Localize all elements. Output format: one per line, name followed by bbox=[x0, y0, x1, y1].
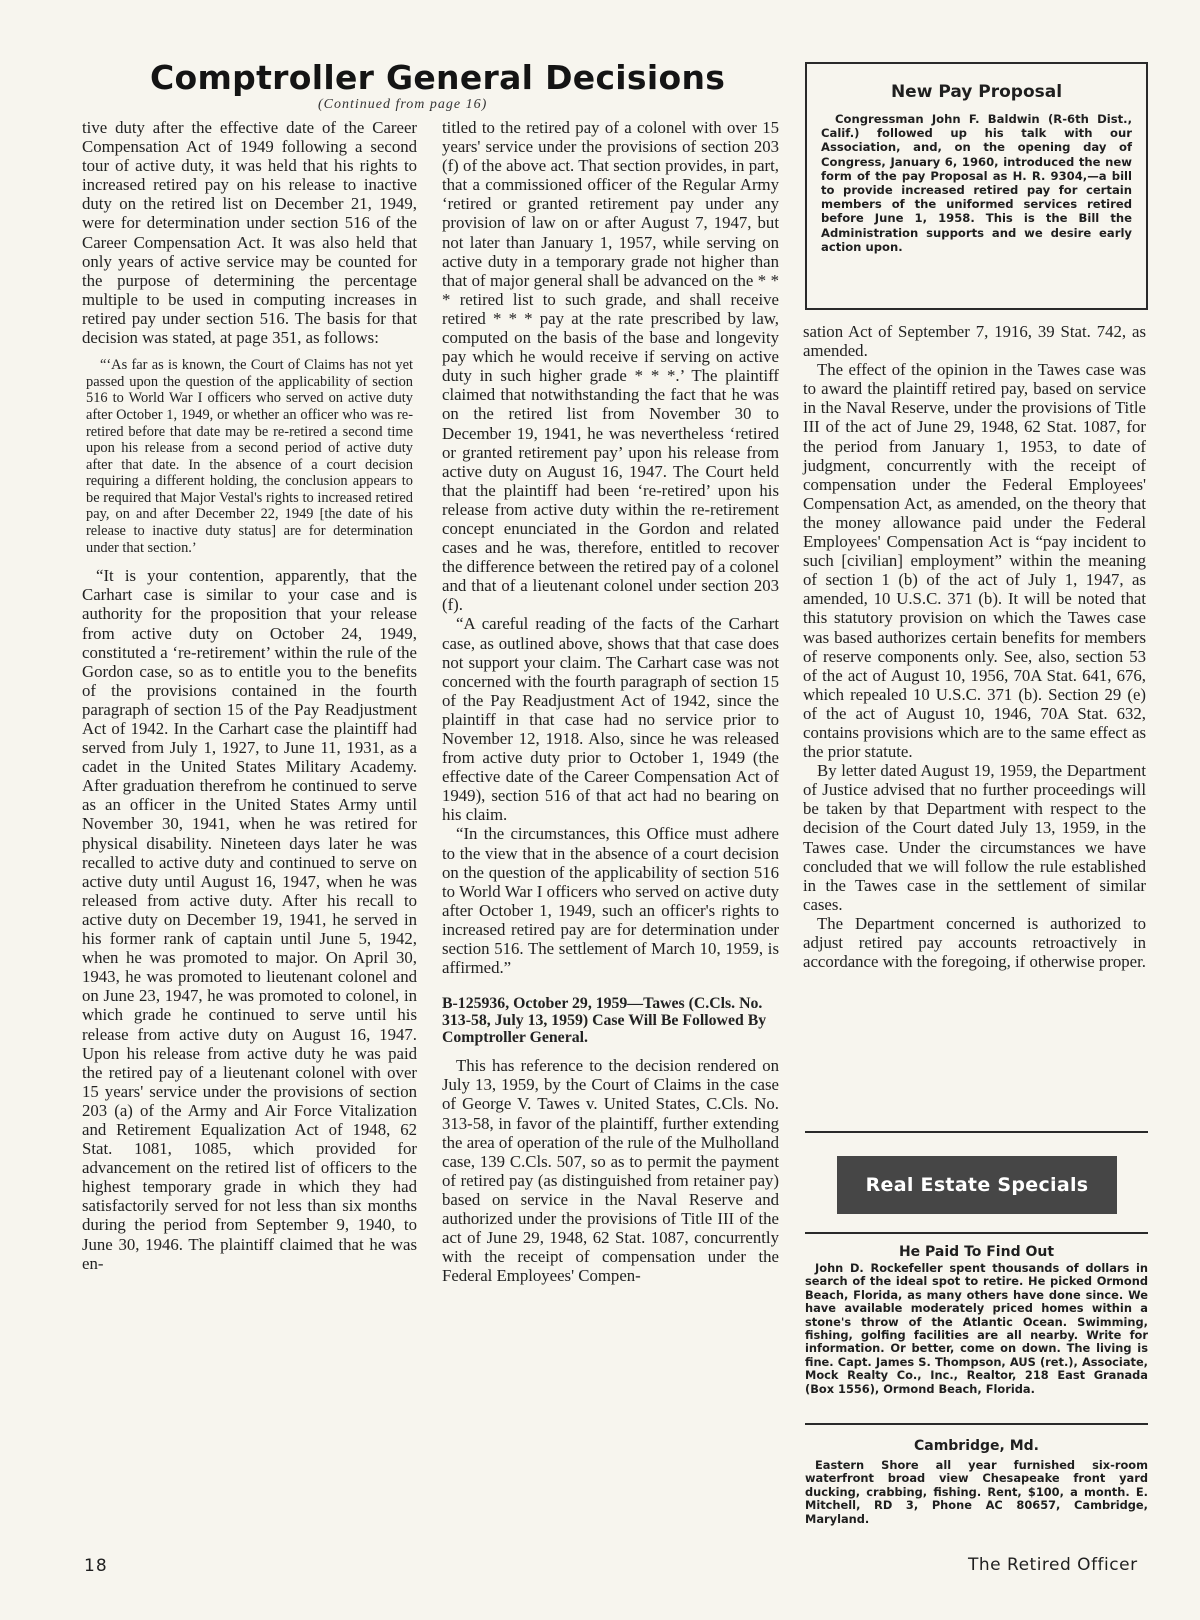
article-column-2 bbox=[442, 118, 779, 1285]
page-title: Comptroller General Decisions bbox=[150, 58, 726, 97]
continued-note: (Continued from page 16) bbox=[318, 97, 488, 112]
ad-text: Eastern Shore all year furnished six-room waterfront broad view Chesapeake front yard ducking, crabbing, fishing. Rent, $100, a month. E. Mitchell, RD 3, Phone AC 80657, Cambridge, Maryland. bbox=[805, 1458, 1148, 1526]
ad-text: John D. Rockefeller spent thousands of dollars in search of the ideal spot to retire. He picked Ormond Beach, Florida, as many others have done since. We have available moderately priced homes within a stone's throw of the Atlantic Ocean. Swimming, fishing, golfing facilities are all nearby. Write for information. Or better, come on down. The living is fine. Capt. James S. Thompson, AUS (ret.), Associate, Mock Realty Co., Inc., Realtor, 218 East Granada (Box 1556), Ormond Beach, Florida. bbox=[805, 1261, 1148, 1396]
paragraph: The Department concerned is authorized to adjust retired pay accounts retroactively in accordance with the foregoing, if otherwise proper. bbox=[803, 913, 1146, 972]
paragraph: “In the circumstances, this Office must adhere to the view that in the absence of a court decision on the question of the applicability of section 516 to World War I officers who served on active duty after October 1, 1949, such an officer's rights to increased retired pay are for determination under section 516. The settlement of March 10, 1959, is affirmed.” bbox=[442, 824, 779, 978]
paragraph: “It is your contention, apparently, that the Carhart case is similar to your case and is authority for the proposition that your release from active duty on October 24, 1949, constituted a ‘re-retirement’ within the rule of the Gordon case, so as to entitle you to the benefits of the provisions contained in the fourth paragraph of section 15 of the Pay Readjustment Act of 1942. In the Carhart case the plaintiff had served from July 1, 1927, to June 11, 1931, as a cadet in the United States Military Academy. After graduation therefrom he continued to serve as an officer in the United States Army until November 30, 1941, when he was retired for physical disability. Nineteen days later he was recalled to active duty and continued to serve on active duty until August 16, 1947, when he was released from active duty. After his recall to active duty on December 19, 1941, he served in his former rank of captain until June 5, 1942, when he was promoted to major. On April 30, 1943, he was promoted to lieutenant colonel and on June 23, 1947, he was promoted to colonel, in which grade he continued to serve until his release from active duty on August 16, 1947. Upon his release from active duty he was paid the retired pay of a lieutenant colonel with over 15 years' service under the provisions of section 203 (a) of the Army and Air Force Vitalization and Retirement Equalization Act of 1948, 62 Stat. 1081, 1085, which provided for advancement on the retired list of officers to the highest temporary grade in which they had satisfactorily served for not less than six months during the period from September 9, 1940, to June 30, 1946. The plaintiff claimed that he was en- bbox=[82, 566, 417, 1273]
box-body: Congressman John F. Baldwin (R-6th Dist., Calif.) followed up his talk with our Association, and, on the opening day of Congress, January 6, 1960, introduced the new form of the pay Proposal as H. R. 9304,—a bill to provide increased retired pay for certain members of the uniformed services retired before June 1, 1958. This is the Bill the Administration supports and we desire early action upon. bbox=[821, 112, 1132, 254]
new-pay-proposal-box bbox=[805, 62, 1148, 310]
divider bbox=[805, 1423, 1148, 1425]
case-heading: B-125936, October 29, 1959—Tawes (C.Cls. No. 313-58, July 13, 1959) Case Will Be Followed By Comptroller General. bbox=[442, 995, 767, 1047]
page-number: 18 bbox=[84, 1556, 108, 1576]
ad-title: He Paid To Find Out bbox=[898, 1244, 1055, 1260]
box-title: New Pay Proposal bbox=[890, 82, 1063, 102]
paragraph: By letter dated August 19, 1959, the Department of Justice advised that no further proceedings will be taken by that Department with respect to the decision of the Court dated July 13, 1959, in the Tawes case. Under the circumstances we have concluded that we will follow the rule established in the Tawes case in the settlement of similar cases. bbox=[803, 761, 1146, 914]
ad-body bbox=[805, 1459, 1148, 1526]
block-quote: “‘As far as is known, the Court of Claims has not yet passed upon the question of the applicability of section 516 to World War I officers who served on active duty after October 1, 1949, or whether an officer who was re-retired before that date may be re-retired a second time upon his release from a second period of active duty after that date. In the absence of a court decision requiring a different holding, the conclusion appears to be required that Major Vestal's rights to increased retired pay, on and after December 22, 1949 [the date of his release to inactive duty status] are for determination under that section.’ bbox=[86, 357, 413, 556]
divider bbox=[805, 1131, 1148, 1133]
ad-body bbox=[805, 1262, 1148, 1396]
paragraph: The effect of the opinion in the Tawes case was to award the plaintiff retired pay, based on service in the Naval Reserve, under the provisions of Title III of the act of June 29, 1948, 62 Stat. 1087, for the period from January 1, 1953, to date of judgment, concurrently with the receipt of compensation under the Federal Employees' Compensation Act, as amended, on the theory that the money allowance paid under the Federal Employees' Compensation Act is “pay incident to such [civilian] employment” within the meaning of section 1 (b) of the act of July 1, 1947, as amended, 10 U.S.C. 371 (b). It will be noted that this statutory provision on which the Tawes case was based authorizes certain benefits for members of reserve components only. See, also, section 53 of the act of August 10, 1956, 70A Stat. 641, 676, which repealed 10 U.S.C. 371 (b). Section 29 (e) of the act of August 10, 1946, 70A Stat. 632, contains provisions which are to the same effect as the prior statute. bbox=[803, 360, 1146, 762]
divider bbox=[805, 1232, 1148, 1234]
article-column-1 bbox=[82, 118, 417, 1273]
paragraph: This has reference to the decision rendered on July 13, 1959, by the Court of Claims in the case of George V. Tawes v. United States, C.Cls. No. 313-58, in favor of the plaintiff, further extending the area of operation of the rule of the Mulholland case, 139 C.Cls. 507, so as to permit the payment of retired pay (as distinguished from retainer pay) based on service in the Naval Reserve and authorized under the provisions of Title III of the act of June 29, 1948, 62 Stat. 1087, concurrently with the receipt of compensation under the Federal Employees' Compen- bbox=[442, 1056, 779, 1286]
paragraph: “A careful reading of the facts of the Carhart case, as outlined above, shows that that case does not support your claim. The Carhart case was not concerned with the fourth paragraph of section 15 of the Pay Readjustment Act of 1942, since the plaintiff in that case had no service prior to November 12, 1918. Also, since he was released from active duty prior to October 1, 1949 (the effective date of the Career Compensation Act of 1949), section 516 of that act had no bearing on his claim. bbox=[442, 614, 779, 825]
paragraph: sation Act of September 7, 1916, 39 Stat. 742, as amended. bbox=[803, 322, 1146, 361]
paragraph: tive duty after the effective date of the Career Compensation Act of 1949 following a second tour of active duty, it was held that his rights to increased retired pay on his release to inactive duty on the retired list on December 21, 1949, were for determination under section 516 of the Career Compensation Act. It was also held that only years of active service may be counted for the purpose of determining the percentage multiple to be used in computing increases in retired pay under section 516. The basis for that decision was stated, at page 351, as follows: bbox=[82, 118, 417, 348]
article-column-3 bbox=[803, 322, 1146, 971]
paragraph: titled to the retired pay of a colonel with over 15 years' service under the provisions of section 203 (f) of the above act. That section provides, in part, that a commissioned officer of the Regular Army ‘retired or granted retirement pay under any provision of law on or after August 7, 1947, but not later than January 1, 1957, while serving on active duty in a temporary grade not higher than that of major general shall be advanced on the * * * retired list to such grade, and shall receive retired * * * pay at the rate prescribed by law, computed on the basis of the base and longevity pay which he would receive if serving on active duty in such higher grade * * *.’ The plaintiff claimed that notwithstanding the fact that he was on the retired list from November 30 to December 19, 1941, he was nevertheless ‘retired or granted retirement pay’ upon his release from active duty on August 16, 1947. The Court held that the plaintiff had been ‘re-retired’ upon his release from active duty within the re-retirement concept enunciated in the Gordon and related cases and he was, therefore, entitled to recover the difference between the retired pay of a colonel and that of a lieutenant colonel under section 203 (f). bbox=[442, 118, 780, 615]
publication-name: The Retired Officer bbox=[968, 1555, 1138, 1575]
ad-title: Cambridge, Md. bbox=[913, 1438, 1040, 1454]
real-estate-banner: Real Estate Specials bbox=[837, 1156, 1117, 1214]
